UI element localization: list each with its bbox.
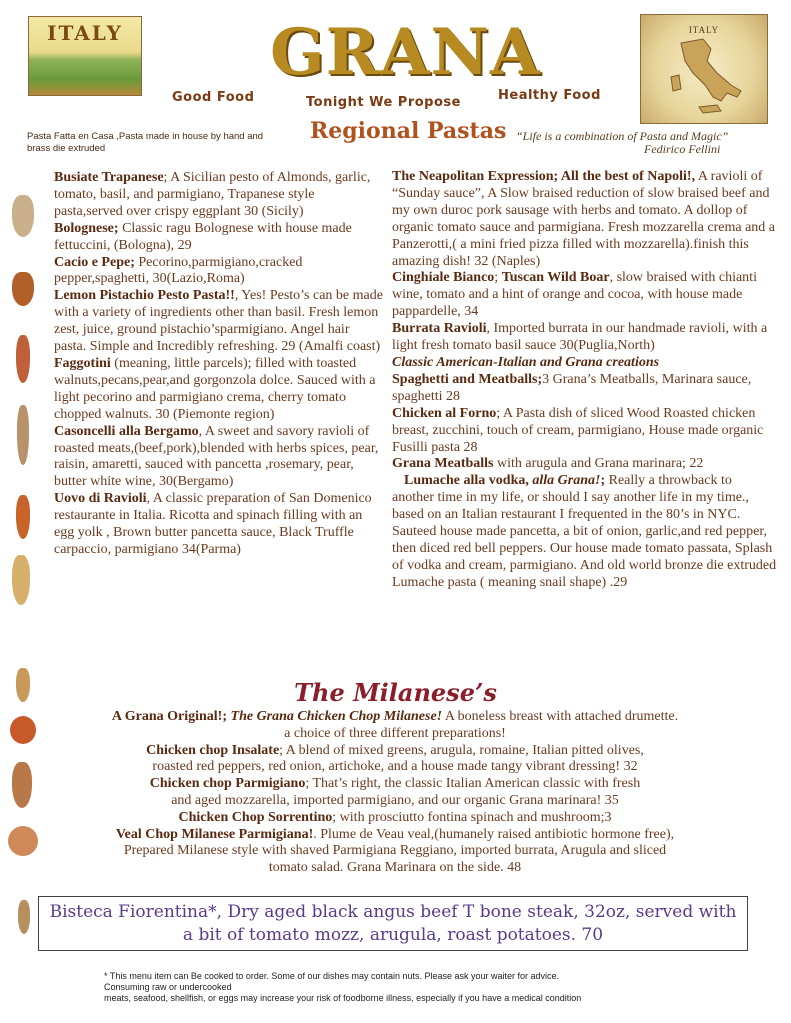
corn-illustration-icon <box>12 555 30 605</box>
menu-item <box>54 491 384 559</box>
italy-image-label: ITALY <box>47 21 123 45</box>
menu-item-name: Cacio e Pepe; <box>54 254 135 270</box>
menu-item-desc: ; <box>494 270 502 286</box>
quote-author: Fedirico Fellini <box>644 142 721 156</box>
wheat-illustration-icon <box>18 900 30 934</box>
section-title-milanese: The Milanese’s <box>294 678 497 707</box>
right-menu-column <box>392 169 777 592</box>
italy-boot-icon <box>641 15 768 124</box>
menu-item-desc: , Imported burrata in our handmade ravioli, with a light fresh tomato basil sauce 30(Puglia,North) <box>392 321 768 354</box>
milanese-intro-line2: a choice of three different preparations! <box>284 725 506 741</box>
menu-item-name: Cinghiale Bianco <box>392 270 495 286</box>
tagline-good-food: Good Food <box>172 90 255 105</box>
menu-item <box>392 321 777 355</box>
menu-item-name: Faggotini <box>54 355 111 371</box>
menu-item-desc: ; A Pasta dish of sliced Wood Roasted chicken breast, zucchini, touch of cream, parmigiano, House made organic Fusilli pasta 28 <box>392 405 764 455</box>
milanese-item <box>30 810 760 827</box>
parsnip-illustration-icon <box>17 405 29 465</box>
milanese-intro-italic: The Grana Chicken Chop Milanese! <box>227 709 443 724</box>
tagline-healthy-food: Healthy Food <box>498 88 601 103</box>
menu-item <box>392 169 777 270</box>
menu-item <box>54 221 384 255</box>
milanese-item <box>30 743 760 760</box>
steak-line-2: a bit of tomato mozz, arugula, roast potatoes. 70 <box>182 925 604 945</box>
milanese-item-desc: ; That’s right, the classic Italian American classic with fresh <box>305 776 641 792</box>
menu-item <box>54 356 384 424</box>
footer-line-3: meats, seafood, shellfish, or eggs may increase your risk of foodborne illness, especially if you have a medical condition <box>104 993 582 1003</box>
footer-line-1: * This menu item can Be cooked to order. Some of our dishes may contain nuts. Please ask your waiter for advice. <box>104 971 560 981</box>
menu-item-name: Lemon Pistachio Pesto Pasta!! <box>54 288 235 304</box>
menu-item-desc: , Yes! Pesto’s can be made with a variety of ingredients other than basil. Fresh lemon zest, juice, ground pistachio’sparmigiano. Angel hair pasta. Simple and Incredibly refreshing. 29 (Amalfi coast) <box>54 288 383 355</box>
milanese-item-name: Chicken chop Parmigiano <box>149 776 306 792</box>
menu-item-desc: Pecorino,parmigiano,cracked pepper,spaghetti, 30(Lazio,Roma) <box>54 254 303 287</box>
menu-item <box>54 424 384 492</box>
pasta-note: Pasta Fatta en Casa ,Pasta made in house by hand and brass die extruded <box>27 131 264 154</box>
menu-item-desc: , A classic preparation of San Domenico restaurante in Italia. Ricotta and spinach filling with an egg yolk , Brown butter pancetta sauce, Black Truffle carpaccio, parmigiano 34(Parma) <box>54 491 372 557</box>
garlic-illustration-icon <box>12 195 34 237</box>
artichoke-illustration-icon <box>12 762 32 808</box>
menu-item-name-secondary: Tuscan Wild Boar <box>501 270 610 286</box>
menu-item-name: Casoncelli alla Bergamo <box>54 423 199 439</box>
italy-landscape-image <box>28 16 142 96</box>
menu-item-name: Lumache alla vodka, <box>404 473 533 489</box>
milanese-item-desc: ; A blend of mixed greens, arugula, romaine, Italian pitted olives, <box>279 742 644 758</box>
footer-disclaimer <box>104 971 744 1004</box>
menu-item-desc: 3 Grana’s Meatballs, Marinara sauce, spaghetti 28 <box>392 371 752 404</box>
fellini-quote <box>516 130 766 156</box>
menu-item-name: Grana Meatballs <box>392 456 494 472</box>
radish-illustration-icon <box>16 335 30 383</box>
menu-item-name: Chicken al Forno <box>392 405 497 421</box>
menu-item-desc: with arugula and Grana marinara; 22 <box>493 456 704 472</box>
menu-item-name: Uovo di Ravioli <box>54 491 147 507</box>
milanese-intro-desc: A boneless breast with attached drumette. <box>442 709 679 724</box>
menu-item-desc: Really a throwback to another time in my life, or should I say another life in my time., based on an Italian restaurant I frequented in the 80’s in NYC. Sauteed house made pancetta, a bit of onion, garlic,and red pepper, then diced red bell peppers. Our house made tomato passata, Splash of vodka and cream, parmigiano. And old world bronze die extruded Lumache pasta ( meaning snail shape) .29 <box>392 473 777 590</box>
menu-item-desc-secondary: , slow braised with chianti wine, tomato and a hint of orange and cocoa, with house made pappardelle, 34 <box>392 270 757 320</box>
menu-item <box>392 406 777 457</box>
milanese-intro <box>30 709 760 726</box>
menu-item-name: Burrata Ravioli <box>392 321 487 337</box>
menu-item-desc: (meaning, little parcels); filled with toasted walnuts,pecans,pear,and gorgonzola dolce. Sauced with a light pecorino and parmigiano crema, cherry tomato chopped walnuts. 30 (Piemonte region) <box>54 355 376 422</box>
menu-item <box>392 456 777 473</box>
menu-item <box>392 372 777 406</box>
bistecca-fiorentina-box <box>38 896 748 951</box>
milanese-item-line: roasted red peppers, red onion, artichoke, and a house made tangy vibrant dressing! 32 <box>152 759 638 775</box>
menu-item <box>392 270 777 321</box>
menu-item-name: Busiate Trapanese <box>54 170 164 185</box>
menu-item-name: Spaghetti and Meatballs; <box>392 371 543 387</box>
menu-item-name-italic: alla Grana! <box>532 473 601 489</box>
menu-item-desc: , A sweet and savory ravioli of roasted meats,(beef,pork),blended with herbs spices, pear, raisin, amaretti, sauced with pancetta ,rosemary, pear, butter white wine, 30(Bergamo) <box>54 423 379 490</box>
menu-item <box>392 473 777 591</box>
milanese-items <box>30 743 760 877</box>
menu-item-name: Bolognese; <box>54 220 119 236</box>
onion-illustration-icon <box>12 272 34 306</box>
footer-line-2: Consuming raw or undercooked <box>104 982 232 992</box>
milanese-item-line: Prepared Milanese style with shaved Parmigiana Reggiano, imported burrata, Arugula and sliced <box>123 843 667 859</box>
milanese-item <box>30 827 760 844</box>
menu-item <box>54 170 384 221</box>
steak-line-1: Bisteca Fiorentina*, Dry aged black angus beef T bone steak, 32oz, served with <box>49 902 737 922</box>
tagline-tonight: Tonight We Propose <box>306 95 461 110</box>
menu-item-desc: Classic ragu Bolognese with house made fettuccini, (Bologna), 29 <box>54 220 352 253</box>
carrot-illustration-icon <box>16 495 30 539</box>
menu-item-desc: ; A Sicilian pesto of Almonds, garlic, tomato, basil, and parmigiano, Trapanese style pasta,served over crispy eggplant 30 (Sicily) <box>54 170 371 219</box>
menu-item <box>54 288 384 356</box>
menu-subheading: Classic American-Italian and Grana creations <box>392 354 660 370</box>
map-image-label: ITALY <box>688 25 720 35</box>
milanese-item-name: Chicken chop Insalate <box>146 742 280 758</box>
menu-item-desc: A ravioli of “Sunday sauce”, A Slow braised reduction of slow braised beef and my own duroc pork sausage with herbs and tomato. A dollop of organic tomato sauce and parmigiana. Fresh mozzarella crema and a Panzerotti,( a mini fried pizza filled with mozzarella).finish this amazing dish! 32 (Naples) <box>392 169 776 269</box>
milanese-section <box>30 709 760 877</box>
milanese-item-desc: ; with prosciutto fontina spinach and mushroom;3 <box>332 809 612 825</box>
brand-logo: GRANA <box>270 15 541 90</box>
italy-map-image <box>640 14 768 124</box>
milanese-item-name: Chicken Chop Sorrentino <box>178 809 333 825</box>
milanese-intro-name: A Grana Original!; <box>111 709 228 724</box>
left-menu-column <box>54 170 384 559</box>
milanese-item-line: tomato salad. Grana Marinara on the side. 48 <box>268 860 522 876</box>
milanese-item-name: Veal Chop Milanese Parmigiana! <box>115 826 314 842</box>
quote-text: “Life is a combination of Pasta and Magic” <box>516 129 729 143</box>
milanese-item <box>30 776 760 793</box>
milanese-item-line: and aged mozzarella, imported parmigiano, and our organic Grana marinara! 35 <box>171 792 619 808</box>
menu-item <box>54 255 384 289</box>
section-title-regional-pastas: Regional Pastas <box>310 118 507 144</box>
menu-item-name-suffix: ; <box>600 473 606 489</box>
menu-item-name: The Neapolitan Expression; All the best of Napoli!, <box>392 169 696 184</box>
milanese-item-desc: . Plume de Veau veal,(humanely raised antibiotic hormone free), <box>313 826 675 842</box>
